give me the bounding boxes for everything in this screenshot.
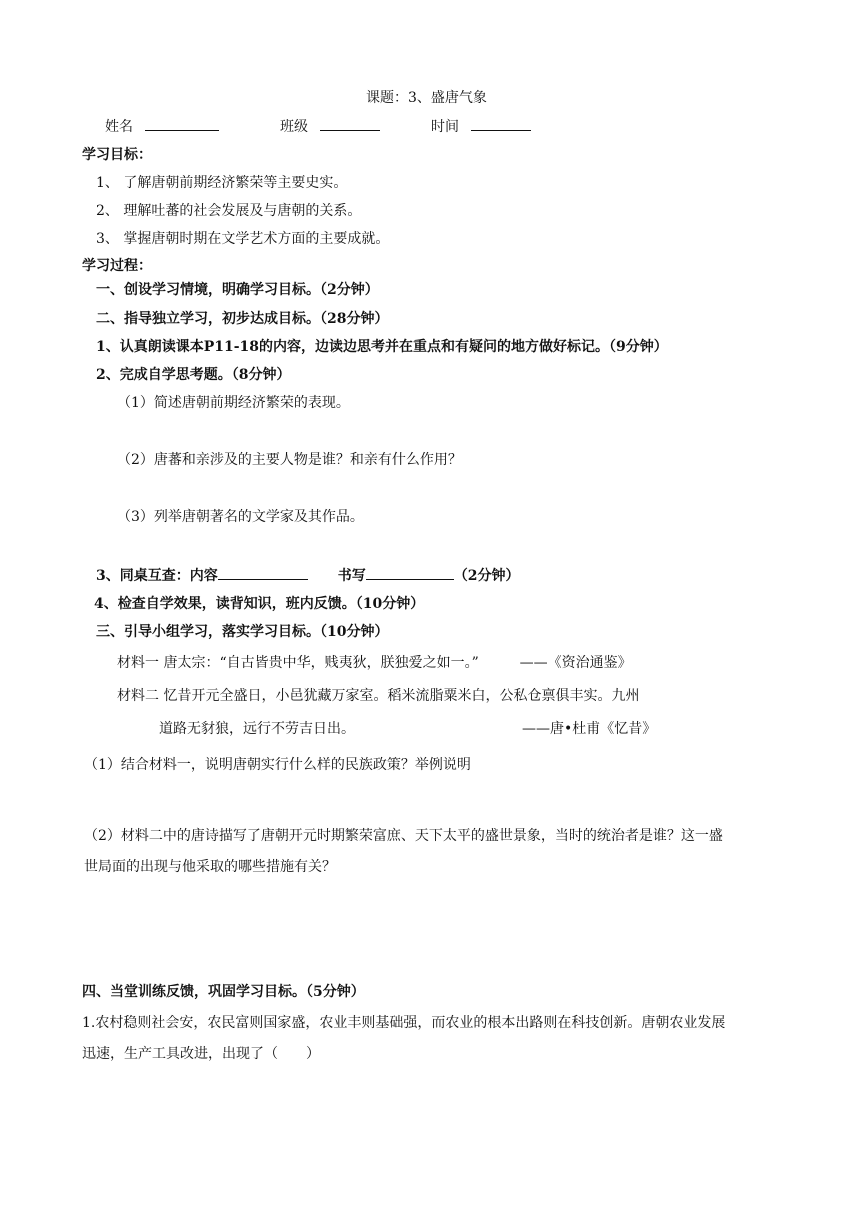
material-two-source: ——唐•杜甫《忆昔》 (522, 721, 657, 737)
peer-content-blank[interactable] (218, 565, 308, 580)
lesson-title: 课题：3、盛唐气象 (366, 90, 487, 106)
name-label: 姓名 (105, 119, 133, 135)
peer-content-label: 3、同桌互查：内容 (96, 568, 218, 584)
class-blank[interactable] (320, 116, 380, 131)
goal-item: 2、 理解吐蕃的社会发展及与唐朝的关系。 (96, 203, 362, 219)
self-check: 4、检查自学效果，读背知识，班内反馈。（10分钟） (94, 596, 425, 612)
peer-check (96, 565, 520, 586)
name-blank[interactable] (145, 116, 219, 131)
goal-item: 3、 掌握唐朝时期在文学艺术方面的主要成就。 (96, 231, 390, 247)
self-study-heading: 2、完成自学思考题。（8分钟） (96, 367, 291, 383)
practice-question-cont: 迅速，生产工具改进，出现了（ ） (82, 1046, 320, 1062)
class-field (280, 116, 380, 137)
process-heading: 学习过程： (82, 258, 152, 274)
self-study-question: （1）简述唐朝前期经济繁荣的表现。 (117, 395, 350, 411)
practice-heading: 四、当堂训练反馈，巩固学习目标。（5分钟） (82, 984, 365, 1000)
material-one (117, 653, 632, 673)
time-field (431, 116, 531, 137)
analysis-question: （1）结合材料一，说明唐朝实行什么样的民族政策？举例说明 (84, 757, 471, 773)
self-study-question: （3）列举唐朝著名的文学家及其作品。 (117, 509, 364, 525)
material-one-text: 材料一 唐太宗：“自古皆贵中华，贱夷狄，朕独爱之如一。” (117, 655, 479, 671)
peer-writing-blank[interactable] (366, 565, 454, 580)
goal-item: 1、 了解唐朝前期经济繁荣等主要史实。 (96, 175, 348, 191)
material-two-line1: 材料二 忆昔开元全盛日，小邑犹藏万家室。稻米流脂粟米白，公私仓禀俱丰实。九州 (117, 688, 640, 704)
peer-writing-label: 书写 (337, 568, 366, 584)
step-one: 一、创设学习情境，明确学习目标。（2分钟） (96, 282, 379, 298)
name-field (105, 116, 219, 137)
time-label: 时间 (431, 119, 459, 135)
step-two: 二、指导独立学习，初步达成目标。（28分钟） (96, 311, 389, 327)
reading-task: 1、认真朗读课本P11-18的内容，边读边思考并在重点和有疑问的地方做好标记。（9分钟） (96, 339, 668, 355)
goals-heading: 学习目标： (82, 147, 152, 163)
step-three: 三、引导小组学习，落实学习目标。（10分钟） (96, 624, 389, 640)
self-study-question: （2）唐蕃和亲涉及的主要人物是谁？和亲有什么作用？ (117, 452, 462, 468)
time-blank[interactable] (471, 116, 531, 131)
class-label: 班级 (280, 119, 308, 135)
material-two-line2: 道路无豺狼，远行不劳吉日出。 (159, 721, 355, 737)
analysis-question-cont: 世局面的出现与他采取的哪些措施有关？ (84, 859, 336, 875)
analysis-question: （2）材料二中的唐诗描写了唐朝开元时期繁荣富庶、天下太平的盛世景象，当时的统治者是谁？这一盛 (84, 828, 723, 844)
peer-time: （2分钟） (453, 568, 520, 584)
material-one-source: ——《资治通鉴》 (519, 655, 632, 671)
practice-question: 1.农村稳则社会安，农民富则国家盛，农业丰则基础强，而农业的根本出路则在科技创新。唐朝农业发展 (82, 1015, 726, 1031)
